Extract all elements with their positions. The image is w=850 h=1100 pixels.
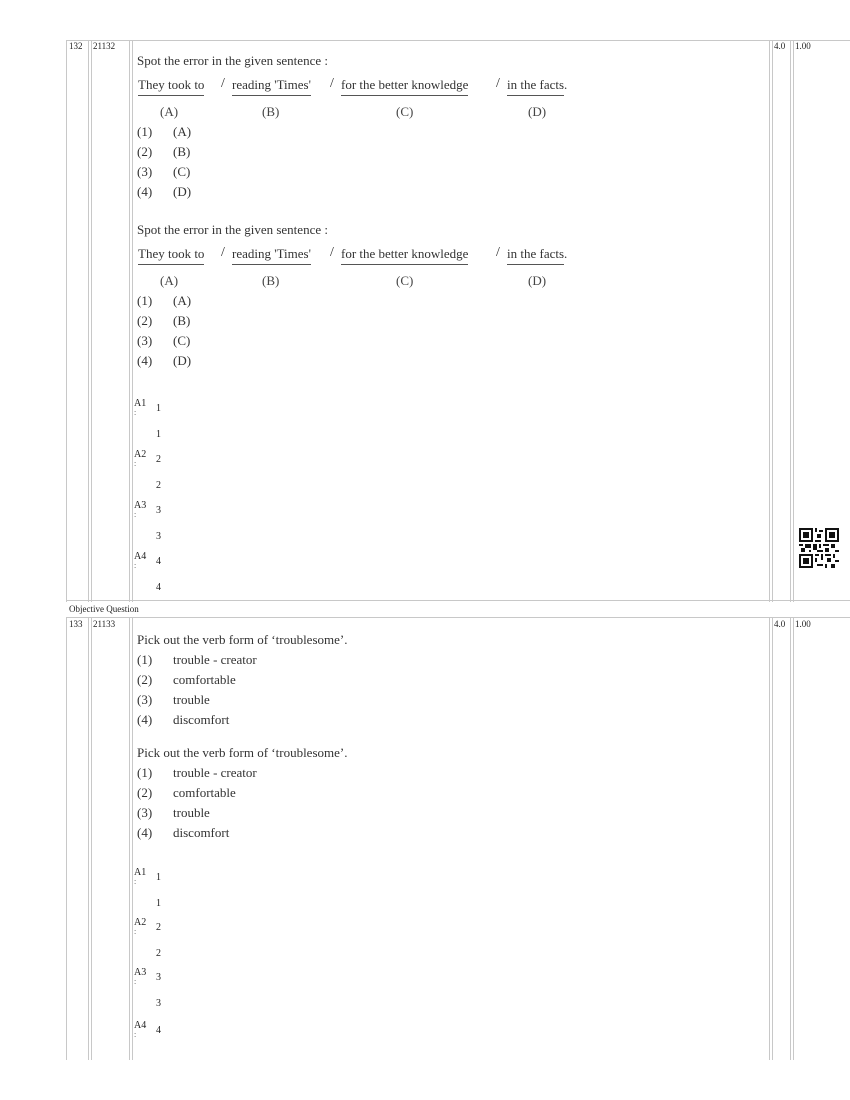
option-4: (4) discomfort xyxy=(137,712,230,727)
answer-a2: A2 : 2 2 xyxy=(134,449,161,491)
option-2: (2) comfortable xyxy=(137,785,236,800)
question-prompt: Pick out the verb form of ‘troublesome’. xyxy=(137,745,348,760)
answer-a1: A1 : 1 1 xyxy=(134,867,161,909)
label-b: (B) xyxy=(262,273,280,288)
label-c: (C) xyxy=(396,104,414,119)
segment-c: for the better knowledge xyxy=(341,77,468,96)
segment-b: reading 'Times' xyxy=(232,77,311,96)
answer-a3: A3 : 3 3 xyxy=(134,500,161,542)
option-3: (3) trouble xyxy=(137,805,210,820)
option-3: (3) (C) xyxy=(137,333,191,348)
segment-a: They took to xyxy=(138,246,204,265)
label-d: (D) xyxy=(528,104,547,119)
serial-number: 132 xyxy=(69,41,83,51)
slash: / xyxy=(330,245,334,260)
slash: / xyxy=(496,76,500,91)
negative-marks: 1.00 xyxy=(795,41,811,51)
label-c: (C) xyxy=(396,273,414,288)
slash: / xyxy=(330,76,334,91)
question-prompt: Spot the error in the given sentence : xyxy=(137,222,328,237)
label-a: (A) xyxy=(160,104,179,119)
segment-d: in the facts. xyxy=(507,246,567,265)
label-b: (B) xyxy=(262,104,280,119)
question-prompt: Spot the error in the given sentence : xyxy=(137,53,328,68)
segment-d: in the facts. xyxy=(507,77,567,96)
option-1: (1) (A) xyxy=(137,293,192,308)
option-1: (1) trouble - creator xyxy=(137,652,257,667)
answer-a4: A4 : 4 4 xyxy=(134,551,161,593)
question-id: 21133 xyxy=(93,619,116,629)
marks: 4.0 xyxy=(774,619,786,629)
slash: / xyxy=(496,245,500,260)
serial-number: 133 xyxy=(69,619,83,629)
option-2: (2) (B) xyxy=(137,144,191,159)
section-label: Objective Question xyxy=(69,604,139,614)
question-prompt: Pick out the verb form of ‘troublesome’. xyxy=(137,632,348,647)
segment-a: They took to xyxy=(138,77,204,96)
option-1: (1) (A) xyxy=(137,124,192,139)
slash: / xyxy=(221,76,225,91)
option-1: (1) trouble - creator xyxy=(137,765,257,780)
answer-a3: A3 : 3 3 xyxy=(134,967,161,1009)
question-id: 21132 xyxy=(93,41,116,51)
negative-marks: 1.00 xyxy=(795,619,811,629)
label-a: (A) xyxy=(160,273,179,288)
option-2: (2) (B) xyxy=(137,313,191,328)
option-4: (4) (D) xyxy=(137,353,192,368)
option-3: (3) (C) xyxy=(137,164,191,179)
qr-code-icon xyxy=(799,528,839,568)
option-3: (3) trouble xyxy=(137,692,210,707)
segment-b: reading 'Times' xyxy=(232,246,311,265)
option-4: (4) (D) xyxy=(137,184,192,199)
option-4: (4) discomfort xyxy=(137,825,230,840)
answer-a1: A1 : 1 1 xyxy=(134,398,161,440)
answer-a4: A4 : 4 xyxy=(134,1020,161,1039)
answer-a2: A2 : 2 2 xyxy=(134,917,161,959)
option-2: (2) comfortable xyxy=(137,672,236,687)
label-d: (D) xyxy=(528,273,547,288)
slash: / xyxy=(221,245,225,260)
marks: 4.0 xyxy=(774,41,786,51)
segment-c: for the better knowledge xyxy=(341,246,468,265)
